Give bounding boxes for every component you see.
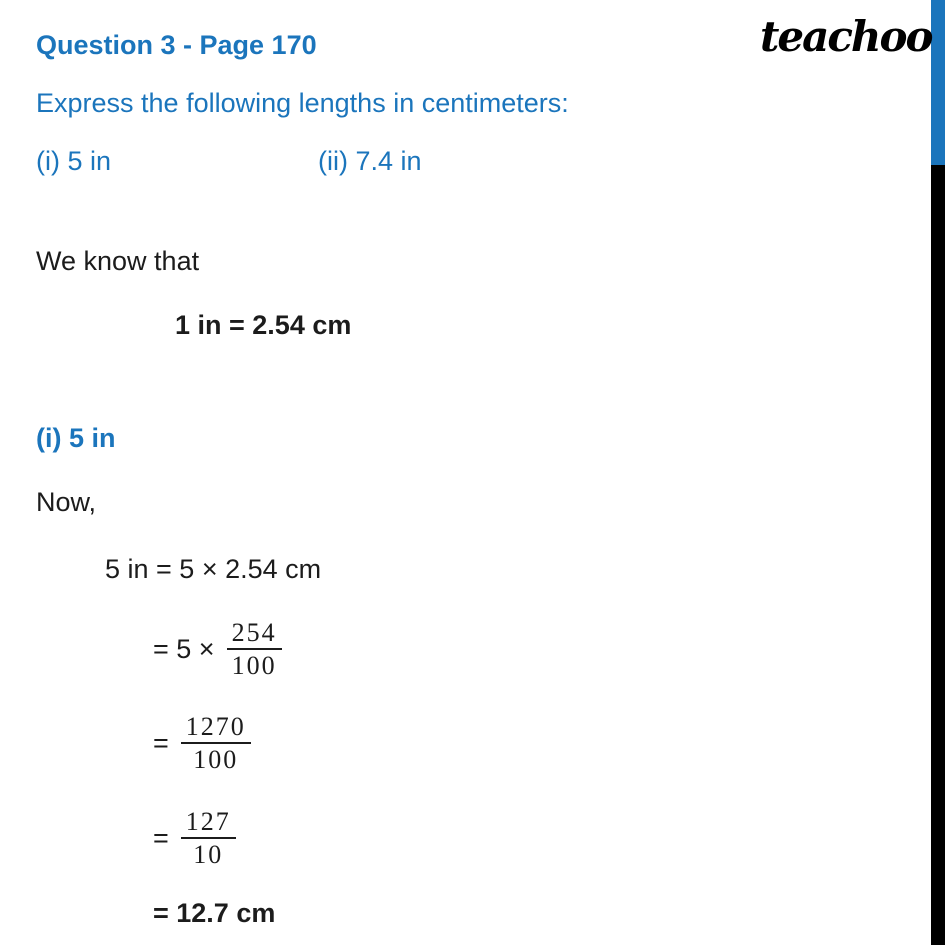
now-label: Now, xyxy=(36,487,97,517)
question-prompt: Express the following lengths in centimeters: xyxy=(36,88,569,118)
page-title: Question 3 - Page 170 xyxy=(36,30,317,60)
section-heading: (i) 5 in xyxy=(36,423,116,453)
equation-step2 xyxy=(153,618,282,680)
step4-denominator: 10 xyxy=(193,840,224,870)
step2-denominator: 100 xyxy=(231,651,277,681)
step2-numerator: 254 xyxy=(227,618,282,650)
step3-denominator: 100 xyxy=(193,745,239,775)
step4-numerator: 127 xyxy=(181,807,236,839)
step3-numerator: 1270 xyxy=(181,712,251,744)
step4-fraction xyxy=(181,807,236,869)
edge-bar-blue xyxy=(931,0,945,165)
edge-bar-black xyxy=(931,165,945,945)
equation-step4 xyxy=(153,807,236,869)
conversion-fact: 1 in = 2.54 cm xyxy=(175,310,352,340)
final-result: = 12.7 cm xyxy=(153,898,276,928)
step4-lhs: = xyxy=(153,822,169,853)
equation-step3 xyxy=(153,712,251,774)
step2-fraction xyxy=(227,618,282,680)
question-part-i: (i) 5 in xyxy=(36,146,112,176)
teachoo-logo: teachoo xyxy=(760,12,932,61)
equation-step1: 5 in = 5 × 2.54 cm xyxy=(105,554,322,584)
step3-fraction xyxy=(181,712,251,774)
question-part-ii: (ii) 7.4 in xyxy=(318,146,422,176)
intro-text: We know that xyxy=(36,246,200,276)
step2-lhs: = 5 × xyxy=(153,633,215,664)
step3-lhs: = xyxy=(153,727,169,758)
